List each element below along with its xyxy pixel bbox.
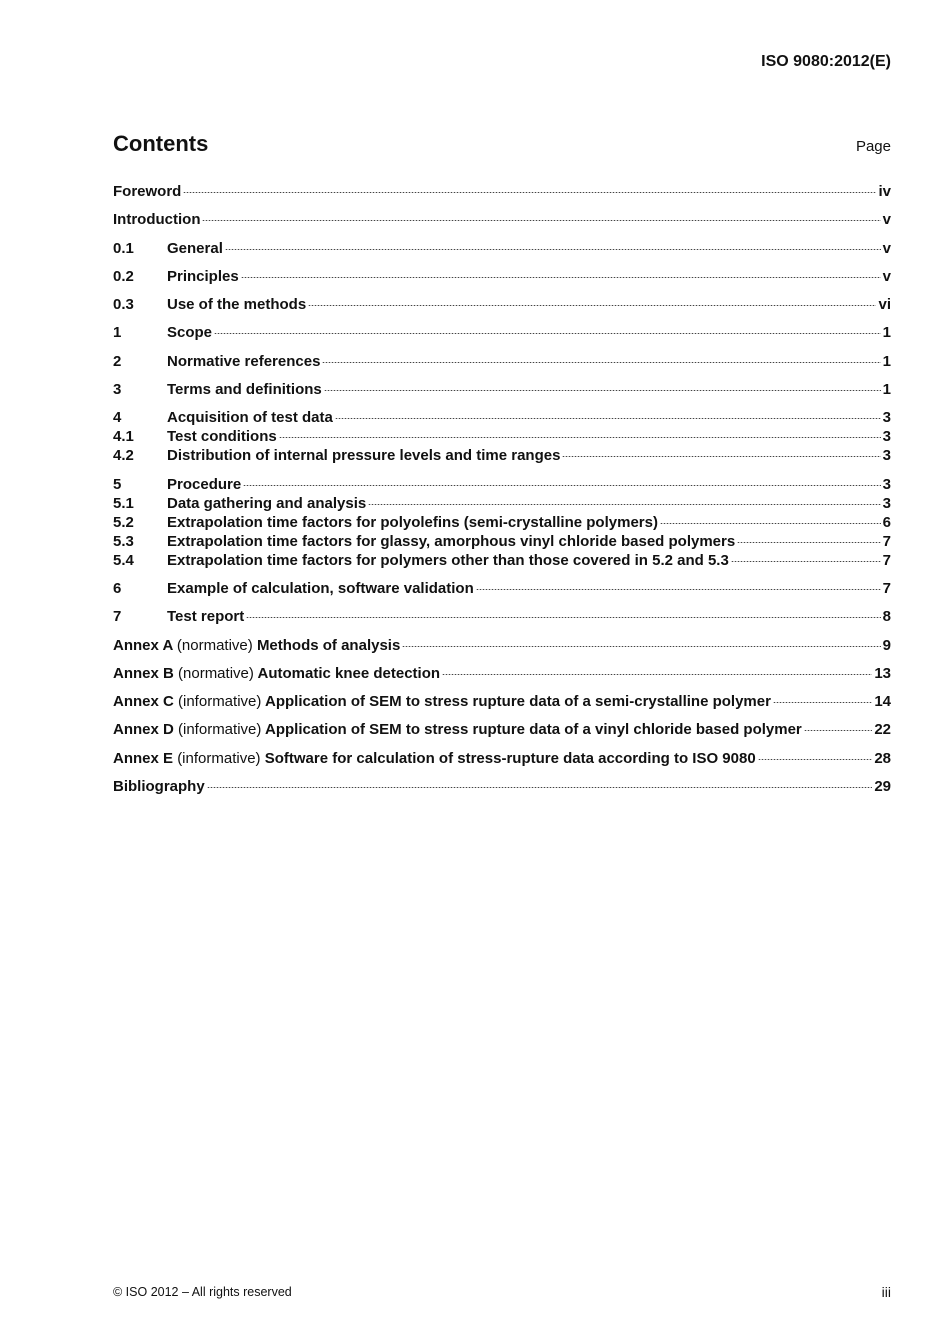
toc-entry-title[interactable]: Extrapolation time factors for polymers other than those covered in 5.2 and 5.3 — [167, 551, 729, 569]
toc-entry-page[interactable]: 28 — [874, 749, 891, 767]
table-of-contents — [113, 182, 891, 796]
toc-entry-title[interactable]: Example of calculation, software validation — [167, 579, 474, 597]
dot-leader — [442, 674, 872, 675]
toc-entry-page[interactable]: 29 — [874, 778, 891, 796]
toc-entry-number: 0.2 — [113, 267, 134, 285]
annex-label: Annex D — [113, 721, 174, 739]
toc-entry[interactable] — [113, 494, 891, 513]
dot-leader — [207, 787, 873, 788]
page-title: Contents — [113, 131, 209, 156]
annex-title: Methods of analysis — [256, 636, 401, 654]
toc-entry-page[interactable]: iv — [878, 183, 891, 200]
dot-leader — [731, 561, 881, 562]
toc-entry[interactable] — [113, 295, 891, 314]
toc-entry-title[interactable]: Test report — [167, 608, 245, 626]
toc-entry[interactable] — [113, 749, 891, 768]
toc-entry-title[interactable]: Bibliography — [113, 778, 205, 796]
dot-leader — [225, 249, 881, 250]
toc-entry[interactable] — [113, 182, 891, 201]
toc-entry-number: 4.1 — [113, 428, 134, 446]
toc-entry[interactable] — [113, 664, 891, 683]
toc-entry-page[interactable]: 22 — [874, 721, 891, 739]
toc-entry-number: 1 — [113, 324, 122, 342]
toc-entry-number: 5.4 — [113, 551, 134, 569]
dot-leader — [202, 220, 880, 221]
toc-entry-number: 5.1 — [113, 494, 134, 512]
dot-leader — [243, 485, 880, 486]
annex-type: (informative) — [178, 693, 262, 711]
annex-label: Annex C — [113, 693, 174, 711]
page-column-label: Page — [855, 138, 891, 155]
toc-entry-page[interactable]: 7 — [882, 579, 891, 597]
annex-title: Application of SEM to stress rupture data of a vinyl chloride based polymer — [265, 721, 802, 739]
dot-leader — [246, 617, 880, 618]
toc-entry-title[interactable]: Extrapolation time factors for polyolefins (semi-crystalline polymers) — [167, 513, 658, 531]
toc-entry-page[interactable]: 3 — [882, 428, 891, 446]
toc-entry-title[interactable]: Procedure — [167, 475, 242, 493]
dot-leader — [476, 589, 881, 590]
toc-entry[interactable] — [113, 692, 891, 711]
toc-entry-title[interactable]: General — [167, 239, 223, 257]
toc-entry-page[interactable]: 3 — [882, 475, 891, 493]
toc-entry-page[interactable]: vi — [878, 296, 891, 314]
dot-leader — [562, 456, 880, 457]
dot-leader — [660, 523, 881, 524]
annex-type: (normative) — [176, 636, 253, 654]
toc-entry-title[interactable]: Introduction — [113, 211, 201, 229]
toc-entry[interactable] — [113, 380, 891, 399]
toc-entry-number: 5.2 — [113, 513, 134, 531]
toc-entry-title[interactable]: Extrapolation time factors for glassy, amorphous vinyl chloride based polymers — [167, 532, 736, 550]
toc-entry-title[interactable]: Test conditions — [167, 428, 277, 446]
dot-leader — [402, 646, 880, 647]
toc-entry-page[interactable]: 3 — [882, 409, 891, 427]
toc-entry-page[interactable]: 1 — [882, 381, 891, 399]
annex-title: Application of SEM to stress rupture data of a semi-crystalline polymer — [265, 693, 771, 711]
annex-title: Software for calculation of stress-rupture data according to ISO 9080 — [264, 749, 756, 767]
toc-entry-title[interactable] — [113, 692, 771, 711]
toc-entry-title[interactable]: Distribution of internal pressure levels and time ranges — [167, 447, 561, 465]
dot-leader — [322, 362, 880, 363]
toc-entry-title[interactable] — [113, 636, 400, 655]
toc-entry[interactable] — [113, 636, 891, 655]
toc-entry[interactable] — [113, 720, 891, 739]
toc-entry-title[interactable]: Foreword — [113, 183, 182, 200]
toc-entry-number: 6 — [113, 579, 122, 597]
annex-label: Annex E — [113, 749, 174, 767]
toc-entry-page[interactable]: 13 — [874, 664, 891, 682]
dot-leader — [773, 702, 872, 703]
toc-entry-number: 4.2 — [113, 447, 134, 465]
dot-leader — [308, 305, 876, 306]
toc-entry[interactable] — [113, 579, 891, 598]
page-number: iii — [881, 1284, 891, 1300]
toc-entry-title[interactable]: Data gathering and analysis — [167, 494, 367, 512]
toc-entry-number: 5.3 — [113, 532, 134, 550]
annex-type: (normative) — [178, 664, 254, 682]
toc-entry-title[interactable]: Acquisition of test data — [167, 409, 333, 427]
dot-leader — [214, 333, 881, 334]
toc-entry[interactable] — [113, 323, 891, 342]
toc-entry-title[interactable] — [113, 664, 440, 683]
toc-entry[interactable] — [113, 446, 891, 465]
toc-entry-number: 7 — [113, 608, 122, 626]
toc-entry-page[interactable]: v — [882, 239, 891, 257]
toc-entry[interactable] — [113, 551, 891, 570]
toc-entry-page[interactable]: v — [882, 211, 891, 229]
toc-entry-page[interactable]: 6 — [882, 513, 891, 531]
dot-leader — [324, 390, 881, 391]
dot-leader — [368, 504, 880, 505]
toc-entry-page[interactable]: 7 — [882, 532, 891, 550]
toc-entry-number: 5 — [113, 475, 122, 493]
toc-entry[interactable] — [113, 267, 891, 286]
dot-leader — [758, 759, 873, 760]
toc-entry-page[interactable]: 3 — [882, 494, 891, 512]
toc-entry[interactable] — [113, 475, 891, 494]
toc-entry-page[interactable]: 1 — [882, 324, 891, 342]
toc-entry[interactable] — [113, 513, 891, 532]
document-id: ISO 9080:2012(E) — [761, 53, 891, 70]
toc-entry-title[interactable]: Principles — [167, 267, 239, 285]
toc-entry[interactable] — [113, 427, 891, 446]
annex-title: Automatic knee detection — [257, 664, 441, 682]
toc-entry-number: 0.3 — [113, 296, 134, 314]
dot-leader — [241, 277, 881, 278]
toc-entry-title[interactable]: Scope — [167, 324, 213, 342]
toc-entry-page[interactable]: v — [882, 267, 891, 285]
toc-entry[interactable] — [113, 532, 891, 551]
dot-leader — [335, 418, 881, 419]
toc-entry[interactable] — [113, 777, 891, 796]
toc-entry[interactable] — [113, 239, 891, 258]
annex-label: Annex A — [113, 636, 173, 654]
toc-entry[interactable] — [113, 607, 891, 626]
toc-entry-title[interactable]: Normative references — [167, 352, 321, 370]
toc-entry[interactable] — [113, 352, 891, 371]
toc-entry-number: 2 — [113, 352, 122, 370]
dot-leader — [183, 192, 876, 193]
toc-entry[interactable] — [113, 210, 891, 229]
toc-entry-page[interactable]: 1 — [882, 352, 891, 370]
dot-leader — [804, 730, 873, 731]
copyright-notice: © ISO 2012 – All rights reserved — [113, 1285, 292, 1299]
toc-entry-title[interactable] — [113, 720, 802, 739]
toc-entry-title[interactable]: Terms and definitions — [167, 381, 322, 399]
toc-entry-page[interactable]: 9 — [882, 636, 891, 654]
toc-entry-number: 4 — [113, 409, 122, 427]
toc-entry-title[interactable] — [113, 749, 756, 768]
dot-leader — [279, 437, 881, 438]
annex-type: (informative) — [178, 721, 262, 739]
toc-entry-title[interactable]: Use of the methods — [167, 296, 307, 314]
toc-entry-page[interactable]: 14 — [874, 693, 891, 711]
toc-entry-page[interactable]: 3 — [882, 447, 891, 465]
annex-label: Annex B — [113, 664, 174, 682]
toc-entry-number: 3 — [113, 381, 122, 399]
toc-entry-page[interactable]: 7 — [882, 551, 891, 569]
dot-leader — [737, 542, 880, 543]
annex-type: (informative) — [177, 749, 261, 767]
toc-entry-number: 0.1 — [113, 239, 134, 257]
toc-entry-page[interactable]: 8 — [882, 608, 891, 626]
toc-entry[interactable] — [113, 408, 891, 427]
